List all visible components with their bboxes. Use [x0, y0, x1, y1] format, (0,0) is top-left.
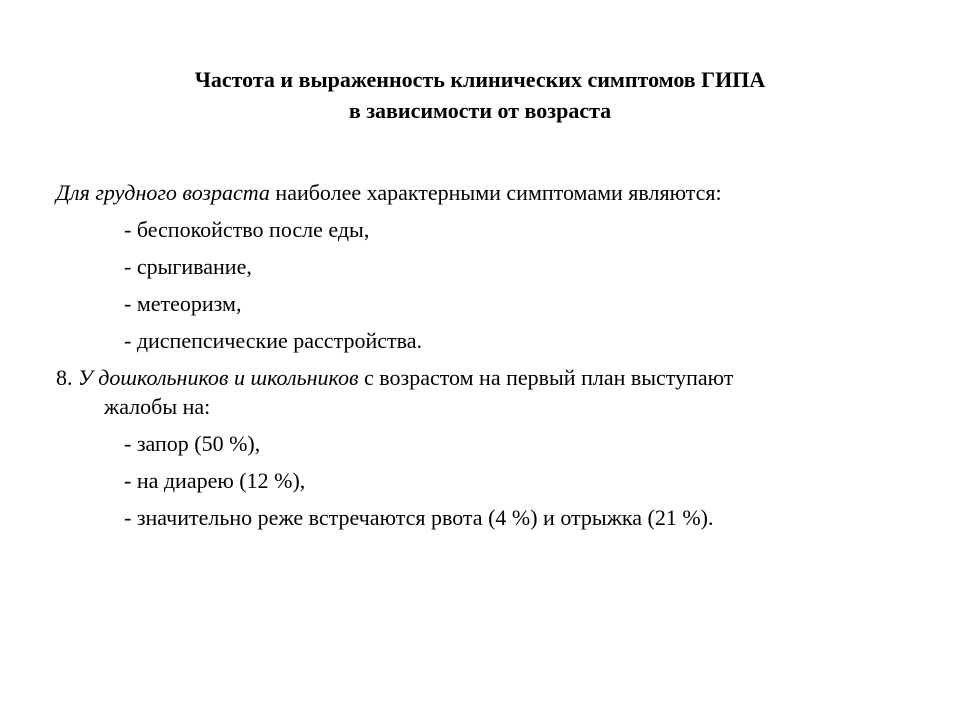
infant-intro-rest: наиболее характерными симптомами являются: — [269, 180, 722, 205]
infant-item-1: - беспокойство после еды, — [124, 217, 370, 242]
school-intro-continuation: жалобы на: — [104, 394, 211, 419]
infant-item-2: - срыгивание, — [124, 254, 252, 279]
slide-title — [0, 64, 960, 126]
slide-body — [56, 174, 916, 536]
title-line-1: Частота и выраженность клинических симптомов ГИПА — [194, 67, 766, 92]
infant-item-3: - метеоризм, — [124, 291, 242, 316]
infant-item-4: - диспепсические расстройства. — [124, 328, 422, 353]
title-line-2: в зависимости от возраста — [348, 98, 612, 123]
school-number: 8. — [56, 365, 78, 390]
school-intro-rest: с возрастом на первый план выступают — [358, 365, 734, 390]
infant-intro-italic: Для грудного возраста — [56, 180, 270, 205]
infant-intro — [56, 174, 916, 211]
school-item-2: - на диарею (12 %), — [124, 468, 306, 493]
school-item-1: - запор (50 %), — [124, 431, 261, 456]
school-item-3: - значительно реже встречаются рвота (4 %) и отрыжка (21 %). — [124, 505, 714, 530]
school-intro-italic: У дошкольников и школьников — [78, 365, 359, 390]
